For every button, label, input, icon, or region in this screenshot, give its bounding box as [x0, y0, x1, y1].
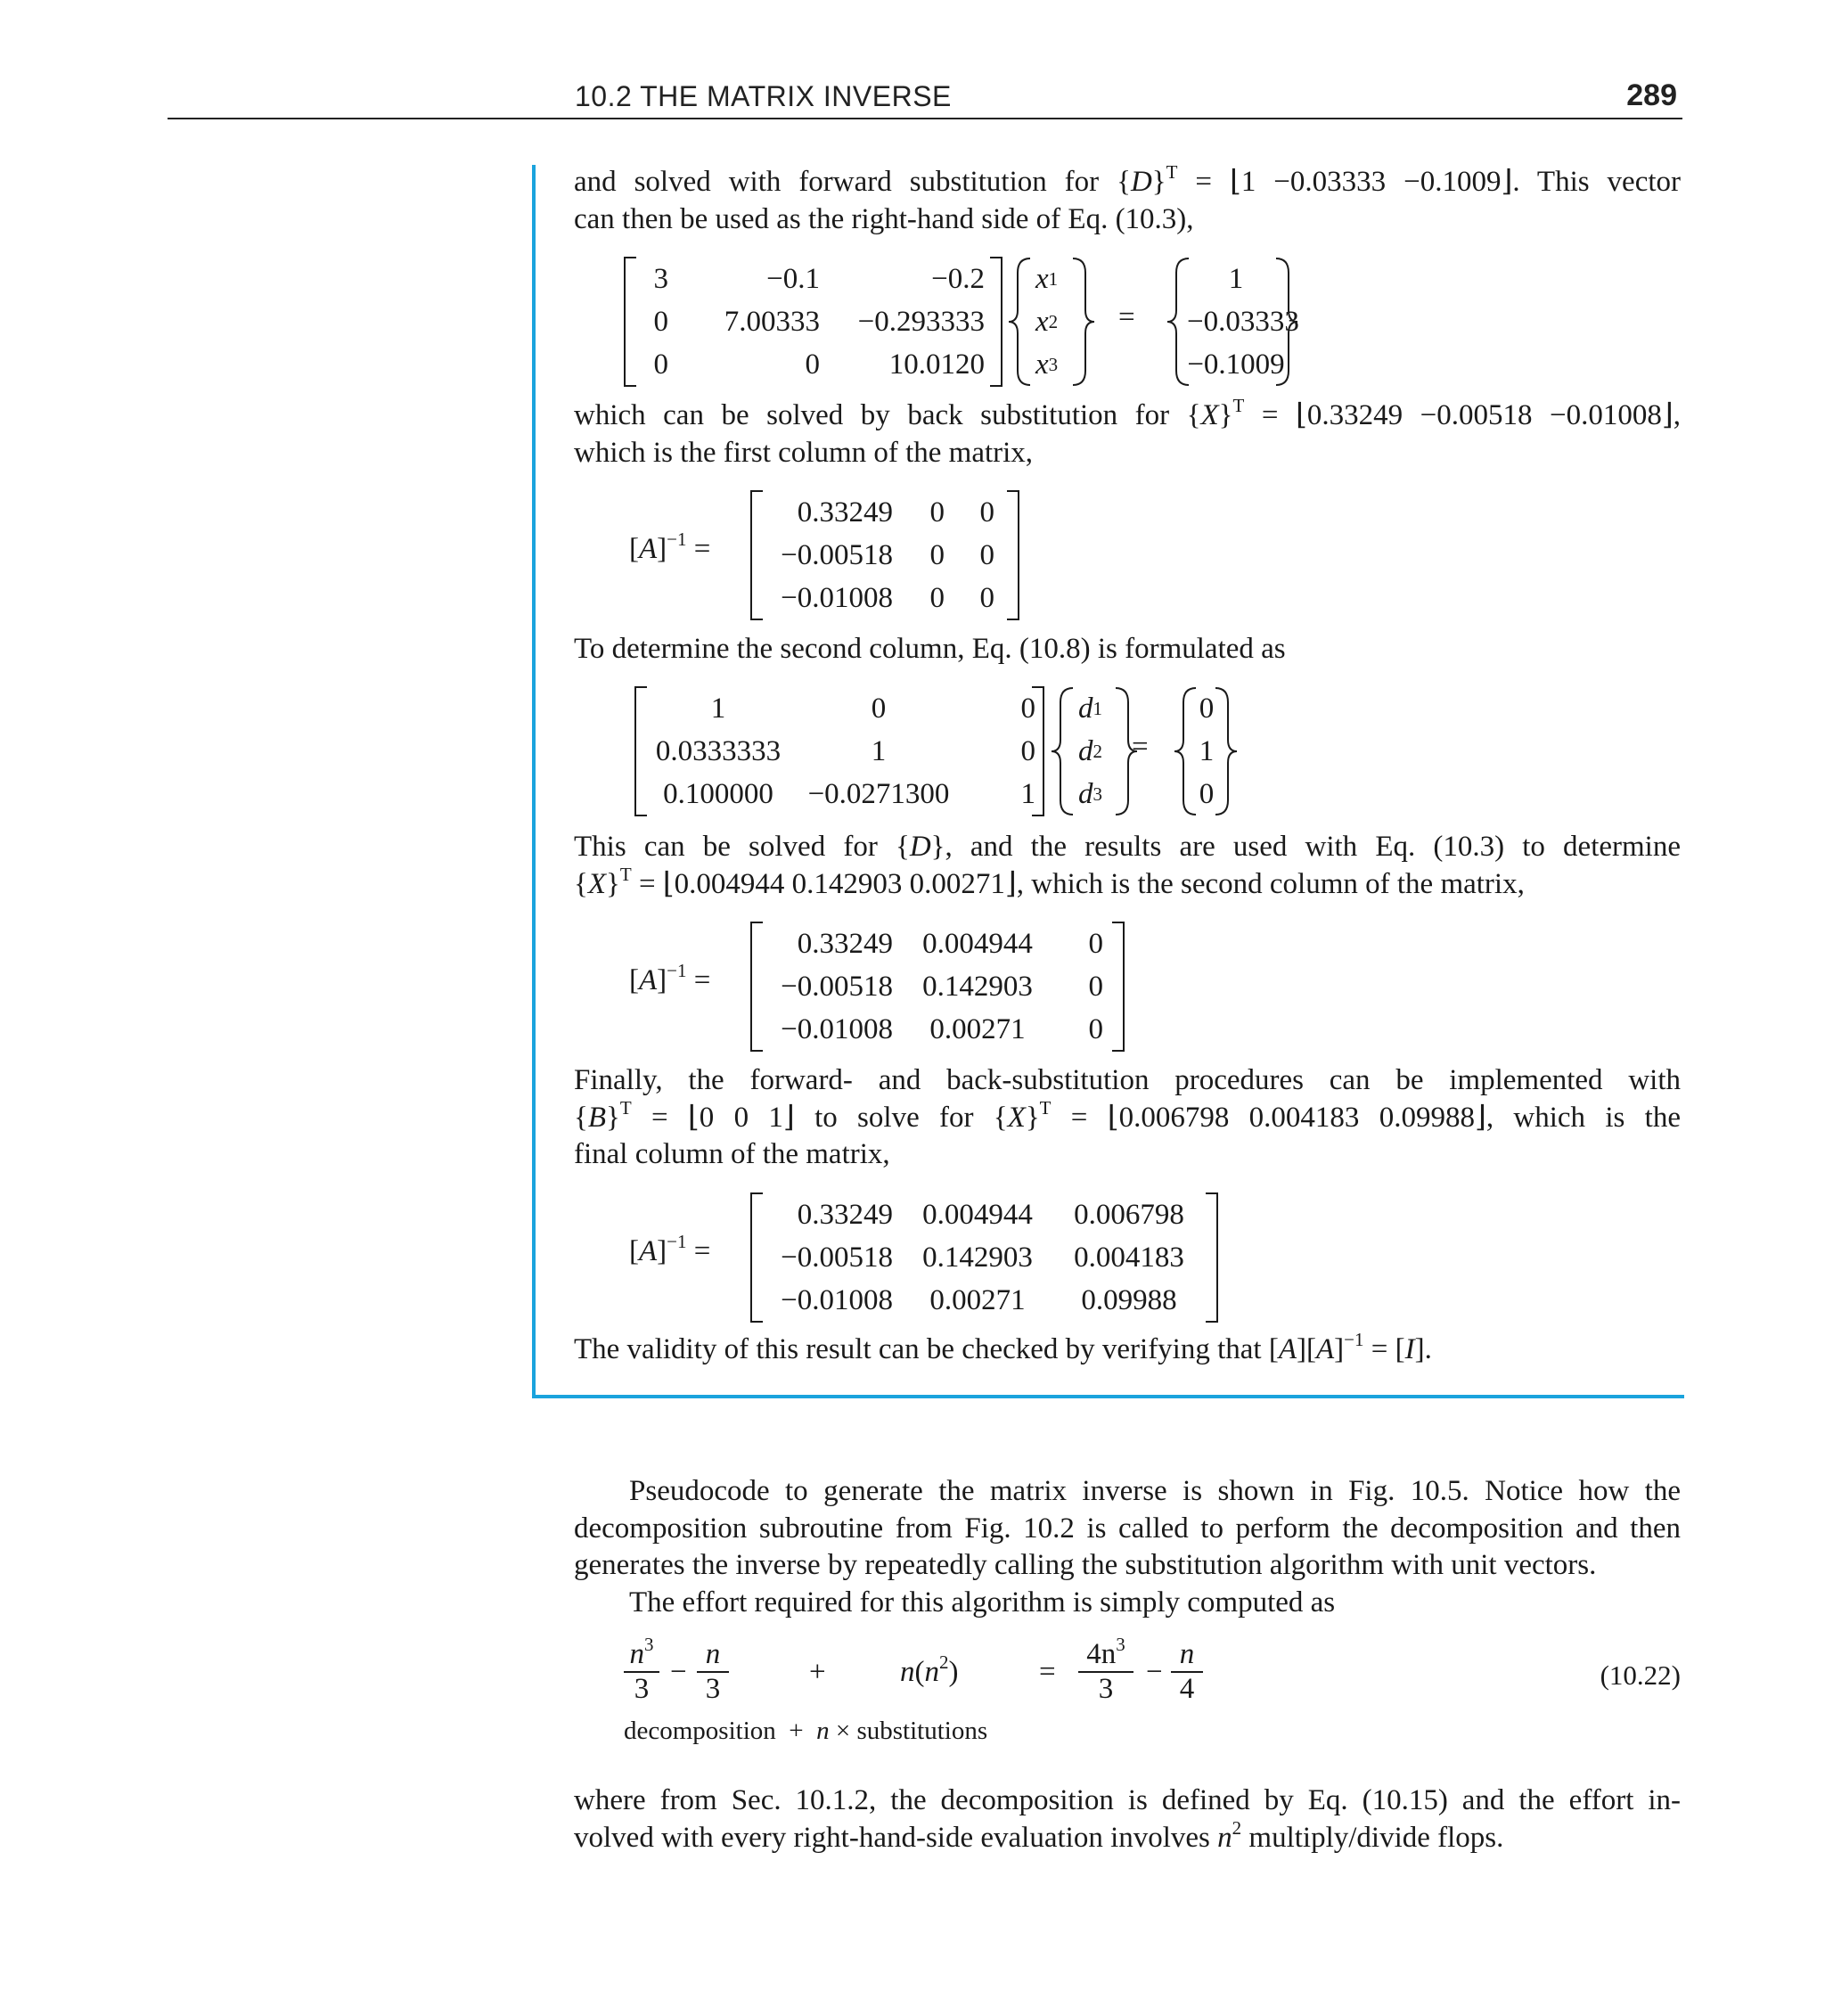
matrix-L: 1 0 0 0.0333333 1 0 0.100000 −0.0271300 1 — [634, 686, 1044, 816]
vector-d: d 1 d 2 d 3 — [1050, 686, 1139, 816]
paragraph-second-column: To determine the second column, Eq. (10.8) is formulated as — [574, 633, 1286, 665]
vector-x: x 1 x 2 x 3 — [1007, 257, 1096, 387]
paragraph-pseudocode: Pseudocode to generate the matrix inverse is shown in Fig. 10.5. Notice how the decomposition subroutine from Fig. 10.2 is called to perform the decomposition and then generates the inverse by repeatedly calling the substitution algorithm with unit vectors. The effort required for this algorithm is simply computed as — [574, 1475, 1681, 1619]
equals-sign: = — [1118, 301, 1135, 333]
paragraph-back-substitution: which can be solved by back substitution for $\{X\}^T$ = ⌊0.33249 −0.00518 −0.01008⌋, which is the first column of the matrix, — [574, 395, 1681, 469]
page-number: 289 — [1626, 78, 1677, 112]
matrix-inverse-first-column: $[A]^{-1}$ = 0.33249 0 0 −0.00518 0 0 −0.01008 0 0 — [629, 490, 1021, 620]
page-header — [168, 78, 1682, 119]
paragraph-effort: where from Sec. 10.1.2, the decomposition is defined by Eq. (10.15) and the effort in- volved with every right-hand-side evaluation involves $n^2$ multiply/divide flops. — [574, 1784, 1681, 1854]
vector-rhs: 1 −0.03333 −0.1009 — [1166, 257, 1299, 387]
matrix-inverse-full: $[A]^{-1}$ = 0.33249 0.004944 0.006798 −0.00518 0.142903 0.004183 −0.01008 0.00271 0.09988 — [629, 1192, 1222, 1323]
paragraph-final-column: Finally, the forward- and back-substitution procedures can be implemented with $\{B\}^T$ = ⌊0 0 1⌋ to solve for $\{X\}^T$ = ⌊0.006798 0.004183 0.09988⌋, which is the final column of the matrix, — [574, 1064, 1681, 1170]
paragraph-validity: The validity of this result can be checked by verifying that $[A][A]^{-1} = [I]$. — [574, 1329, 1432, 1365]
symbol-D: D — [1130, 166, 1152, 198]
fraction-n3-over-3: $\frac{n^3}{3}$ — [624, 1638, 659, 1706]
text: and solved with forward substitution for { — [574, 166, 1131, 198]
matrix-U: 3 −0.1 −0.2 0 7.00333 −0.293333 0 0 10.0120 — [624, 257, 1003, 387]
paragraph-forward-substitution — [574, 161, 1682, 238]
text: = ⌊1 −0.03333 −0.1009⌋. This vector — [1177, 166, 1682, 198]
equation-upper-system — [624, 257, 1301, 387]
equals-sign: = — [1132, 731, 1149, 763]
equation-number: (10.22) — [1600, 1660, 1681, 1691]
fraction-n-over-4: $\frac{n}{4}$ — [1171, 1638, 1203, 1706]
superscript-T: T — [1166, 161, 1178, 183]
fraction-n-over-3: $\frac{n}{3}$ — [697, 1638, 729, 1706]
paragraph-second-result: This can be solved for {D}, and the results are used with Eq. (10.3) to determine $\{X\}^T$ = ⌊0.004944 0.142903 0.00271⌋, which is the second column of the matrix, — [574, 831, 1681, 900]
equation-term-labels: decomposition + n × substitutions — [624, 1717, 988, 1745]
vector-e2: 0 1 0 — [1173, 686, 1239, 816]
fraction-4n3-over-3: $\frac{4n^3}{3}$ — [1078, 1638, 1133, 1706]
equation-lower-system — [634, 686, 1240, 816]
equation-10-22: $\frac{n^3}{3}$ − $\frac{n}{3}$ + $n(n^2)$ = $\frac{4n^3}{3}$ − $\frac{n}{4}$ decomposition + n × substitutions — [624, 1638, 1681, 1754]
text: can then be used as the right-hand side of Eq. (10.3), — [574, 202, 1194, 235]
text: } — [1151, 166, 1166, 198]
matrix-inverse-second-column: $[A]^{-1}$ = 0.33249 0.004944 0 −0.00518 0.142903 0 −0.01008 0.00271 0 — [629, 922, 1128, 1052]
running-head: 10.2 THE MATRIX INVERSE — [575, 80, 952, 112]
